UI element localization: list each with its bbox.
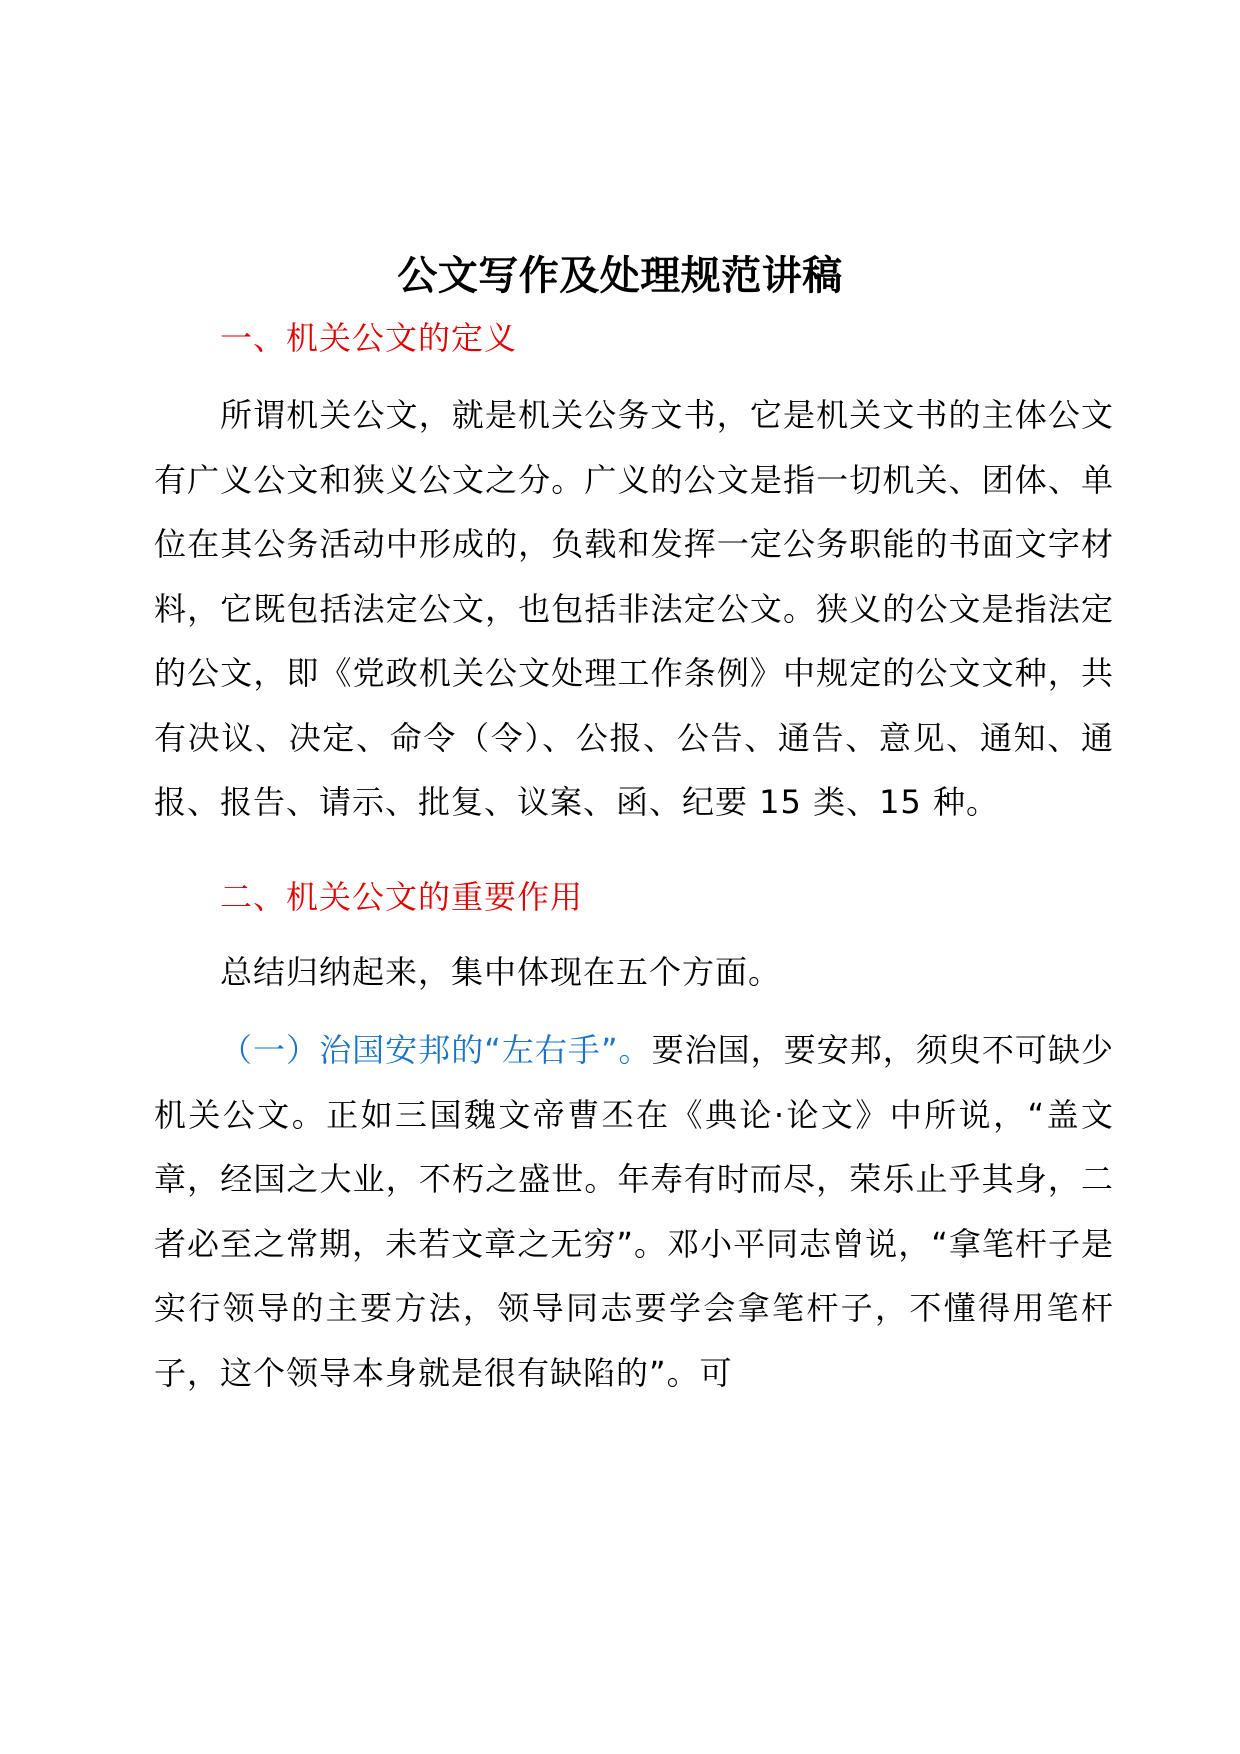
- paragraph-point-one: [154, 1018, 1114, 1405]
- paragraph-intro: 总结归纳起来，集中体现在五个方面。: [220, 953, 782, 991]
- subheading-point-one: （一）治国安邦的“左右手”。: [220, 1031, 652, 1069]
- section-heading-definition: 一、机关公文的定义: [220, 319, 518, 357]
- paragraph-definition: 所谓机关公文，就是机关公务文书，它是机关文书的主体公文有广义公文和狭义公文之分。广义的公文是指一切机关、团体、单位在其公务活动中形成的，负载和发挥一定公务职能的书面文字材料，它既包括法定公文，也包括非法定公文。狭义的公文是指法定的公文，即《党政机关公文处理工作条例》中规定的公文文种，共有决议、决定、命令（令）、公报、公告、通告、意见、通知、通报、报告、请示、批复、议案、函、纪要 15 类、15 种。: [154, 396, 1114, 821]
- paragraph-point-one-body: 要治国，要安邦，须臾不可缺少机关公文。正如三国魏文帝曹丕在《典论·论文》中所说，“盖文章，经国之大业，不朽之盛世。年寿有时而尽，荣乐止乎其身，二者必至之常期，未若文章之无穷”。邓小平同志曾说，“拿笔杆子是实行领导的主要方法，领导同志要学会拿笔杆子，不懂得用笔杆子，这个领导本身就是很有缺陷的”。可: [154, 1031, 1114, 1392]
- document-title: 公文写作及处理规范讲稿: [397, 253, 843, 299]
- section-heading-importance: 二、机关公文的重要作用: [220, 878, 584, 916]
